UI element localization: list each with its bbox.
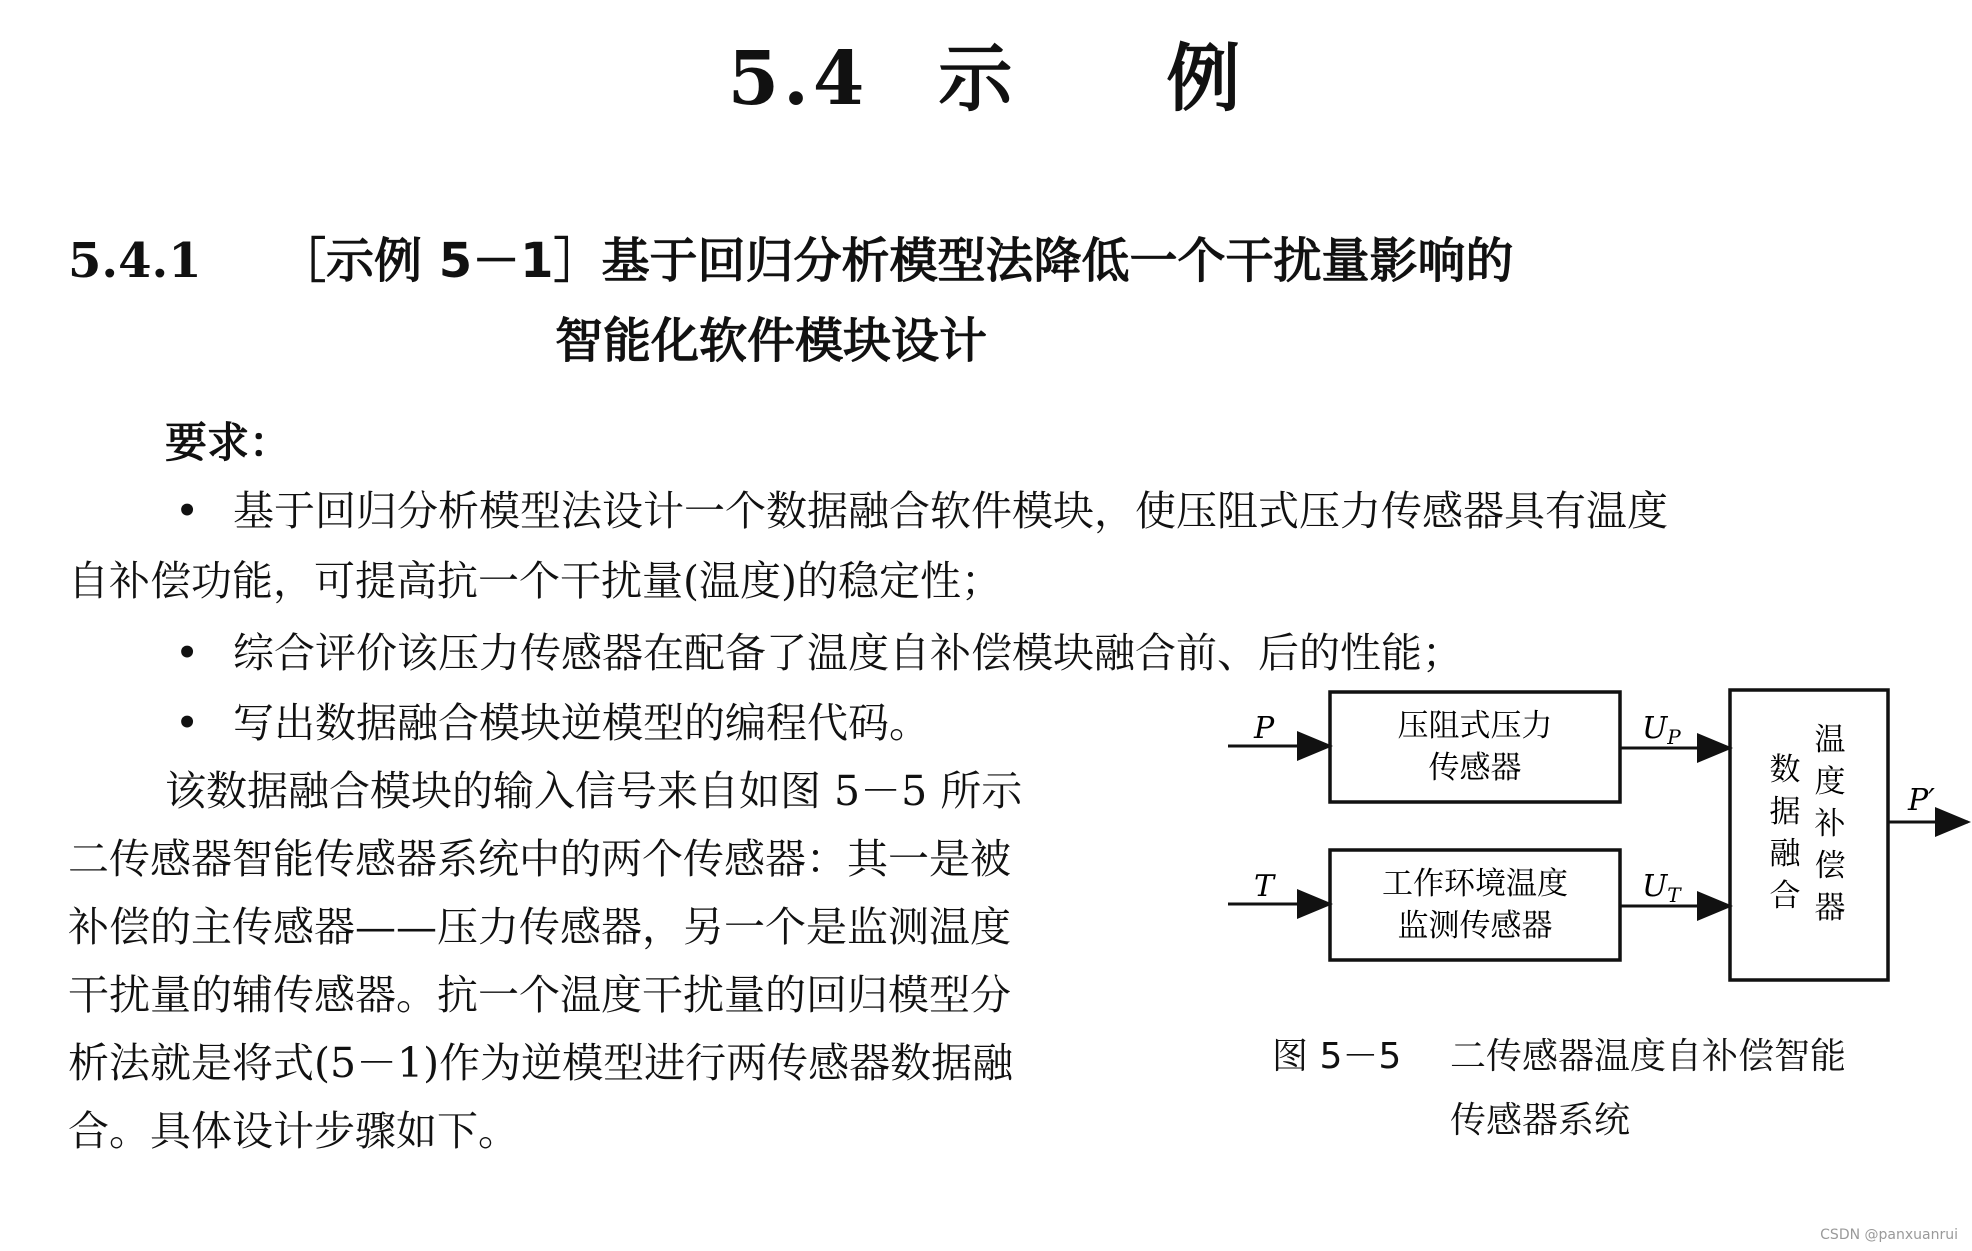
paragraph-line: 析法就是将式(5－1)作为逆模型进行两传感器数据融 [68,1039,1014,1087]
fusion-col2-char: 偿 [1814,848,1846,884]
requirement-item-3-text: 写出数据融合模块逆模型的编程代码。 [233,699,930,747]
section-title-char1: 示 [938,36,1017,122]
output-label: P′ [1908,783,1935,818]
figure-label: 图 5－5 [1272,1036,1402,1077]
requirement-item-2-text: 综合评价该压力传感器在配备了温度自补偿模块融合前、后的性能； [233,629,1463,677]
figure-caption [1272,1028,1846,1079]
fusion-col2-char: 器 [1814,890,1846,926]
temperature-sensor-label-line2: 监测传感器 [1397,908,1553,944]
input-p-label: P [1254,711,1275,746]
fusion-col2-char: 温 [1814,722,1846,758]
figure-title-line1: 二传感器温度自补偿智能 [1450,1036,1847,1077]
requirement-item-2 [175,620,1463,679]
block-diagram [1220,680,1972,1000]
bullet-icon: • [175,699,200,747]
bullet-icon: • [175,487,200,535]
fusion-col1-char: 数 [1769,752,1801,788]
subsection-heading [68,222,1514,291]
watermark: CSDN @panxuanrui [1820,1227,1958,1243]
subsection-title-line2: 智能化软件模块设计 [555,313,988,369]
signal-ut-label: $U_T$ [1642,869,1681,907]
fusion-col1-char: 融 [1769,836,1801,872]
fusion-col1-char: 据 [1769,794,1801,830]
subsection-number: 5.4.1 [68,233,202,289]
section-title [0,20,1972,126]
pressure-sensor-label-line2: 传感器 [1428,750,1522,786]
requirement-item-1-continued: 自补偿功能，可提高抗一个干扰量(温度)的稳定性； [68,557,1002,605]
paragraph-line: 二传感器智能传感器系统中的两个传感器：其一是被 [68,835,1011,883]
pressure-sensor-label-line1: 压阻式压力 [1397,708,1553,744]
paragraph-line: 补偿的主传感器——压力传感器，另一个是监测温度 [68,903,1011,951]
section-title-char2: 例 [1166,36,1245,122]
data-fusion-box [1730,690,1888,980]
figure-title-line2: 传感器系统 [1450,1100,1631,1141]
requirement-item-1 [175,478,1668,537]
fusion-col2-char: 度 [1814,764,1846,800]
fusion-col2-char: 补 [1814,806,1846,842]
fusion-label-column-1 [1770,752,1802,914]
input-t-label: T [1254,869,1275,904]
fusion-col1-char: 合 [1769,878,1801,914]
paragraph-line: 合。具体设计步骤如下。 [68,1107,519,1155]
requirements-label: 要求： [165,418,292,467]
section-number: 5.4 [727,36,869,122]
bullet-icon: • [175,629,200,677]
signal-up-label: $U_P$ [1642,711,1681,749]
temperature-sensor-label-line1: 工作环境温度 [1382,866,1568,902]
subsection-title-line1: ［示例 5－1］基于回归分析模型法降低一个干扰量影响的 [278,233,1514,289]
requirement-item-3 [175,690,930,749]
paragraph-line: 干扰量的辅传感器。抗一个温度干扰量的回归模型分 [68,971,1011,1019]
paragraph-line: 该数据融合模块的输入信号来自如图 5－5 所示 [165,767,1023,815]
requirement-item-1-text: 基于回归分析模型法设计一个数据融合软件模块，使压阻式压力传感器具有温度 [233,487,1668,535]
fusion-label-column-2 [1815,722,1846,926]
